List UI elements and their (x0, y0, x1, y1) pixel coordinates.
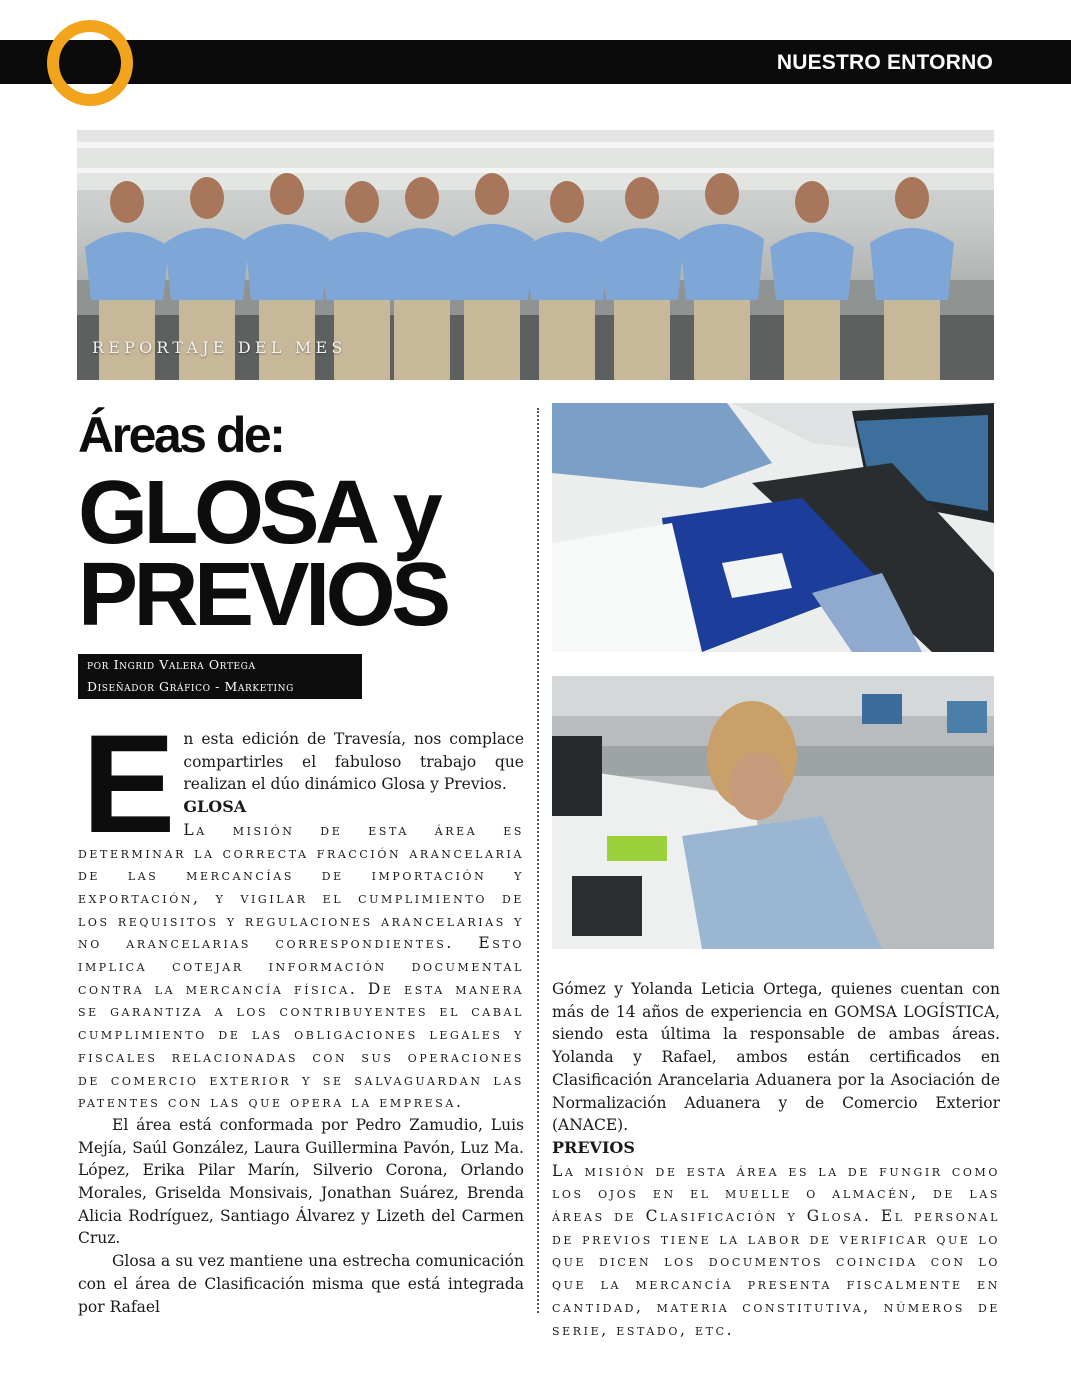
previos-heading: PREVIOS (552, 1137, 635, 1157)
person-trousers (464, 300, 520, 380)
glosa-communication-paragraph: Glosa a su vez mantiene una estrecha comunicación con el área de Clasificación misma que está integrada por Rafael (78, 1252, 524, 1316)
previos-mission-paragraph: La misión de esta área es la de fungir como los ojos en el muelle o almacén, de las áreas de Clasificación y Glosa. El personal de previos tiene la labor de verificar que lo que dicen los documentos coincida con lo que la mercancía presenta fiscalmente en cantidad, materia constitutiva, números de serie, estado, etc. (552, 1161, 1000, 1339)
person-shirt (600, 228, 684, 300)
person-head (550, 181, 584, 223)
person-trousers (539, 300, 595, 380)
office-photo-illustration (552, 676, 994, 949)
right-column (552, 978, 1000, 1341)
glosa-heading: GLOSA (183, 797, 247, 817)
person-head (795, 181, 829, 223)
left-column (78, 705, 524, 1318)
person-trousers (694, 300, 750, 380)
keyboard-photo-illustration (552, 403, 994, 652)
person-head (190, 177, 224, 219)
byline-role: Diseñador Gráfico - Marketing (87, 679, 294, 694)
person-trousers (784, 300, 840, 380)
person-shirt (85, 232, 169, 300)
person-trousers (394, 300, 450, 380)
person-trousers (884, 300, 940, 380)
person-shirt (245, 224, 329, 300)
intro-paragraph: n esta edición de Travesía, nos complace compartirles el fabuloso trabajo que realizan el dúo dinámico Glosa y Previos. (183, 730, 524, 794)
person-head (475, 173, 509, 215)
person-shirt (770, 232, 854, 300)
keyboard-document-photo (552, 403, 994, 652)
byline-author: por Ingrid Valera Ortega (87, 657, 256, 672)
drop-cap: E (82, 705, 176, 862)
article-title-line3: PREVIOS (78, 545, 447, 645)
person-head (345, 181, 379, 223)
person-shirt (165, 228, 249, 300)
person-head (110, 181, 144, 223)
section-title: NUESTRO ENTORNO (776, 51, 993, 74)
glosa-team-paragraph: El área está conformada por Pedro Zamudio, Luis Mejía, Saúl González, Laura Guillermina Pavón, Luz Ma. López, Erika Pilar Marín, Silverio Corona, Orlando Morales, Griselda Monsivais, Jonathan Suárez, Brenda Alicia Rodríguez, Santiago Álvarez y Lizeth del Carmen Cruz. (78, 1115, 524, 1248)
column-divider (537, 408, 539, 1313)
orange-ring-logo-icon (47, 20, 133, 106)
article-title-line1: Áreas de: (78, 407, 284, 463)
person-shirt (870, 228, 954, 300)
person-shirt (680, 224, 764, 300)
continuation-paragraph: Gómez y Yolanda Leticia Ortega, quienes cuentan con más de 14 años de experiencia en GOMSA LOGÍSTICA, siendo esta última la responsable de ambas áreas. Yolanda y Rafael, ambos están certificados en Clasificación Arancelaria Aduanera por la Asociación de Normalización Aduanera y de Comercio Exterior (ANACE). (552, 980, 1000, 1135)
office-woman-photo (552, 676, 994, 949)
glosa-mission-paragraph: La misión de esta área es determinar la correcta fracción arancelaria de las mercancías de importación y exportación, y vigilar el cumplimiento de los requisitos y regulaciones arancelarias y no arancelarias correspondientes. Esto implica cotejar información documental contra la mercancía física. De esta manera se garantiza a los contribuyentes el cabal cumplimiento de las obligaciones legales y fiscales relacionadas con sus operaciones de comercio exterior y se salvaguardan las patentes con las que opera la empresa. (78, 820, 524, 1112)
person-shirt (525, 232, 609, 300)
article-title-line2: GLOSA y (78, 463, 439, 563)
person-head (625, 177, 659, 219)
person-head (405, 177, 439, 219)
person-trousers (614, 300, 670, 380)
byline-box (78, 654, 362, 699)
hero-caption: REPORTAJE DEL MES (92, 338, 347, 357)
person-head (705, 173, 739, 215)
person-shirt (450, 224, 534, 300)
person-head (270, 173, 304, 215)
person-head (895, 177, 929, 219)
